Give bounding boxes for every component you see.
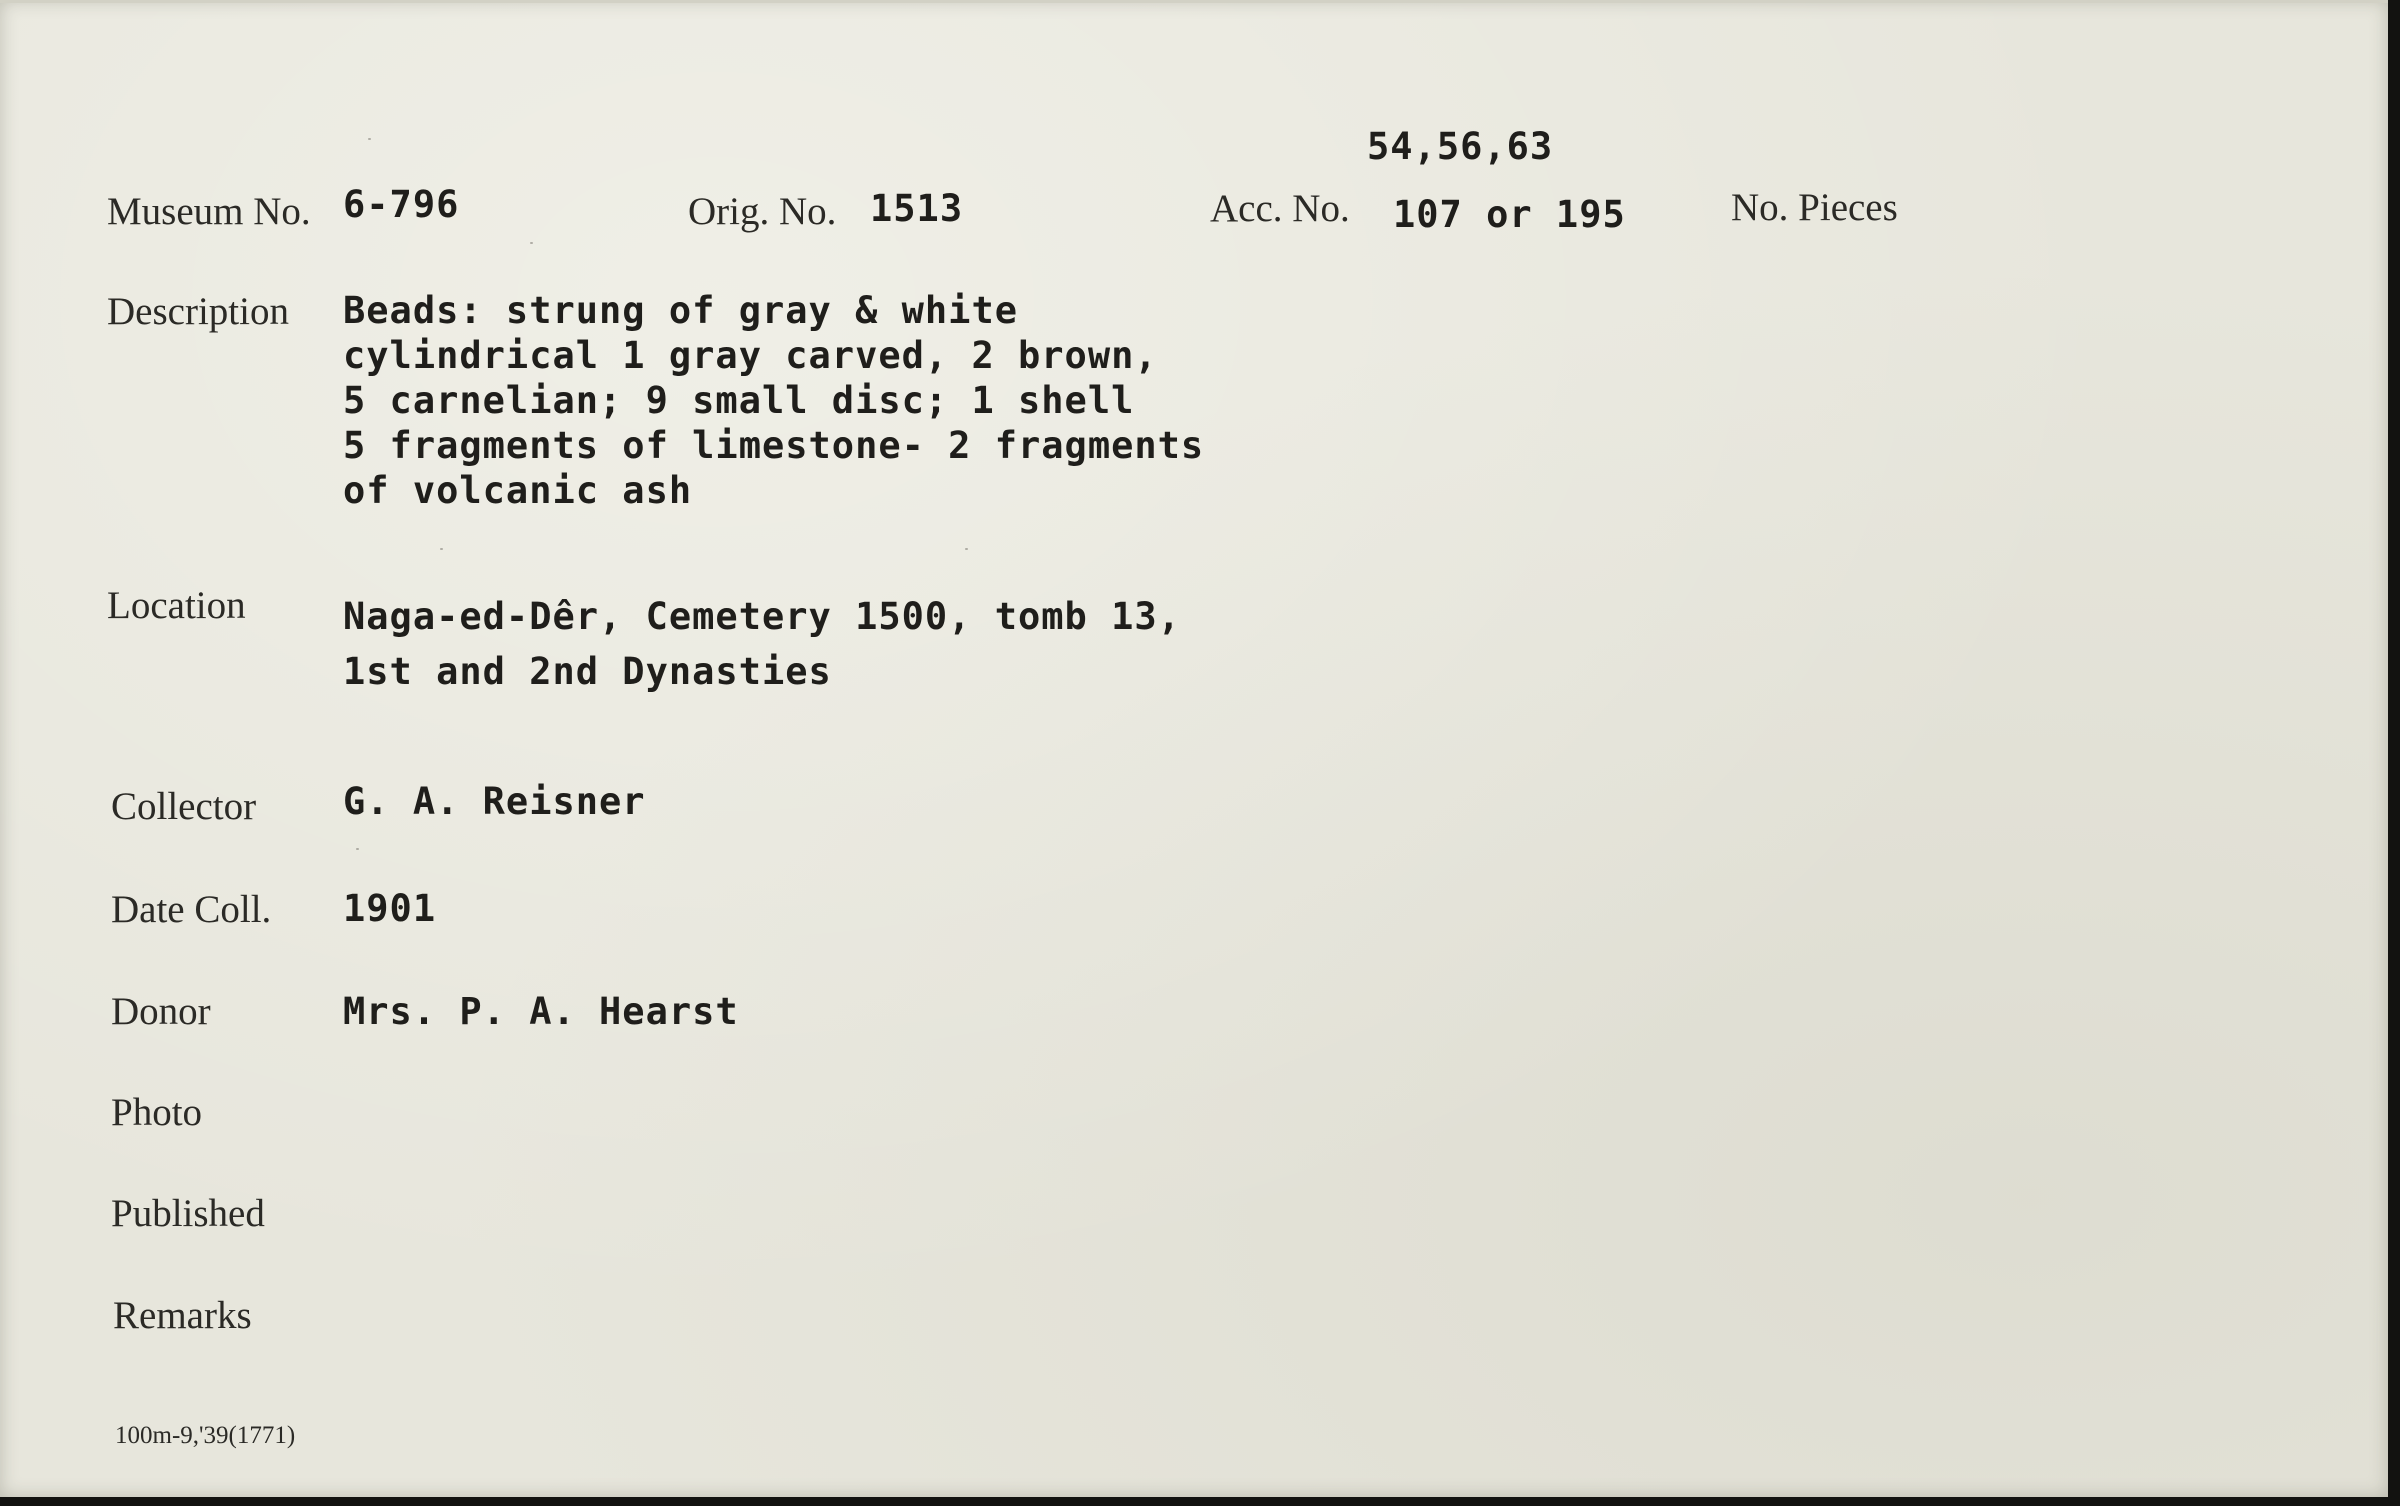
museum-no-label: Museum No. [107,190,311,233]
date-coll-label: Date Coll. [111,888,272,931]
photo-label: Photo [111,1091,203,1134]
location-line: 1st and 2nd Dynasties [343,650,832,693]
donor-value: Mrs. P. A. Hearst [343,990,739,1033]
description-line: cylindrical 1 gray carved, 2 brown, [343,334,1158,377]
orig-no-value: 1513 [870,187,964,230]
paper-speck [368,138,371,140]
card-top-edge [0,0,2388,3]
location-value [343,589,1181,699]
paper-speck [530,242,533,244]
description-value [343,288,1204,513]
published-label: Published [111,1192,265,1235]
location-line: Naga-ed-Dêr, Cemetery 1500, tomb 13, [343,595,1181,638]
paper-speck [440,548,443,550]
paper-speck [965,548,968,550]
description-line: of volcanic ash [343,469,693,512]
description-line: 5 carnelian; 9 small disc; 1 shell [343,379,1135,422]
description-label: Description [107,290,289,333]
remarks-label: Remarks [113,1294,252,1337]
description-line: 5 fragments of limestone- 2 fragments [343,424,1205,467]
date-coll-value: 1901 [343,887,437,930]
collector-label: Collector [111,785,257,828]
description-line: Beads: strung of gray & white [343,289,1019,332]
no-pieces-label: No. Pieces [1731,186,1898,229]
paper-speck [356,848,359,850]
print-code-footer: 100m-9,'39(1771) [115,1422,296,1449]
acc-no-value: 107 or 195 [1393,193,1626,236]
acc-no-value-top: 54,56,63 [1367,125,1554,168]
museum-no-value: 6-796 [343,183,460,226]
location-label: Location [107,584,246,627]
donor-label: Donor [111,990,211,1033]
acc-no-label: Acc. No. [1210,187,1350,230]
collector-value: G. A. Reisner [343,780,646,823]
orig-no-label: Orig. No. [688,190,837,233]
